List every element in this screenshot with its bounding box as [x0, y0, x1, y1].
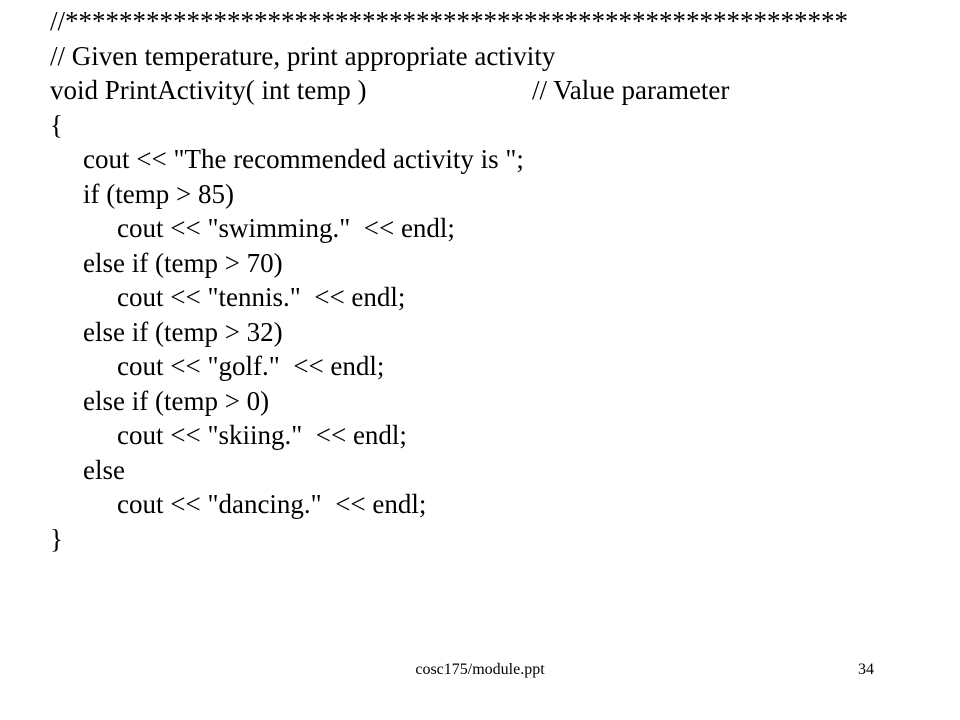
footer-filename: cosc175/module.ppt: [415, 661, 545, 678]
code-text: cout << "skiing." << endl;: [117, 420, 407, 450]
code-text: else if (temp > 70): [83, 247, 283, 278]
code-text: else if (temp > 32): [83, 316, 283, 347]
code-line-open-brace: [50, 108, 950, 143]
code-text: if (temp > 85): [83, 178, 234, 209]
code-text: // Given temperature, print appropriate activity: [50, 40, 556, 71]
code-text: else: [83, 454, 125, 485]
code-text: cout << "dancing." << endl;: [117, 489, 427, 519]
code-line: [50, 487, 950, 522]
code-line: [50, 280, 950, 315]
code-line: [50, 177, 950, 212]
code-text: cout << "tennis." << endl;: [117, 282, 406, 312]
code-line-comment: [50, 39, 950, 74]
code-line: [50, 349, 950, 384]
code-line-function-signature: [50, 73, 950, 108]
code-line: [50, 418, 950, 453]
code-text: void PrintActivity( int temp ): [50, 75, 367, 105]
code-text: cout << "The recommended activity is ";: [83, 144, 524, 174]
code-line: [50, 453, 950, 488]
code-line: [50, 246, 950, 281]
code-text: }: [50, 523, 63, 554]
code-line: [50, 315, 950, 350]
code-text: else if (temp > 0): [83, 385, 270, 416]
code-block: [50, 4, 950, 556]
code-line: [50, 142, 950, 177]
code-line: [50, 384, 950, 419]
code-text: cout << "golf." << endl;: [117, 351, 385, 381]
code-text: //**********************************************************: [50, 6, 849, 36]
code-line-close-brace: [50, 522, 950, 557]
code-text: {: [50, 109, 63, 140]
code-line: [50, 211, 950, 246]
code-text: cout << "swimming." << endl;: [117, 213, 455, 243]
page-number: 34: [858, 661, 874, 678]
inline-comment: // Value parameter: [532, 75, 730, 105]
code-line-separator: [50, 4, 950, 39]
